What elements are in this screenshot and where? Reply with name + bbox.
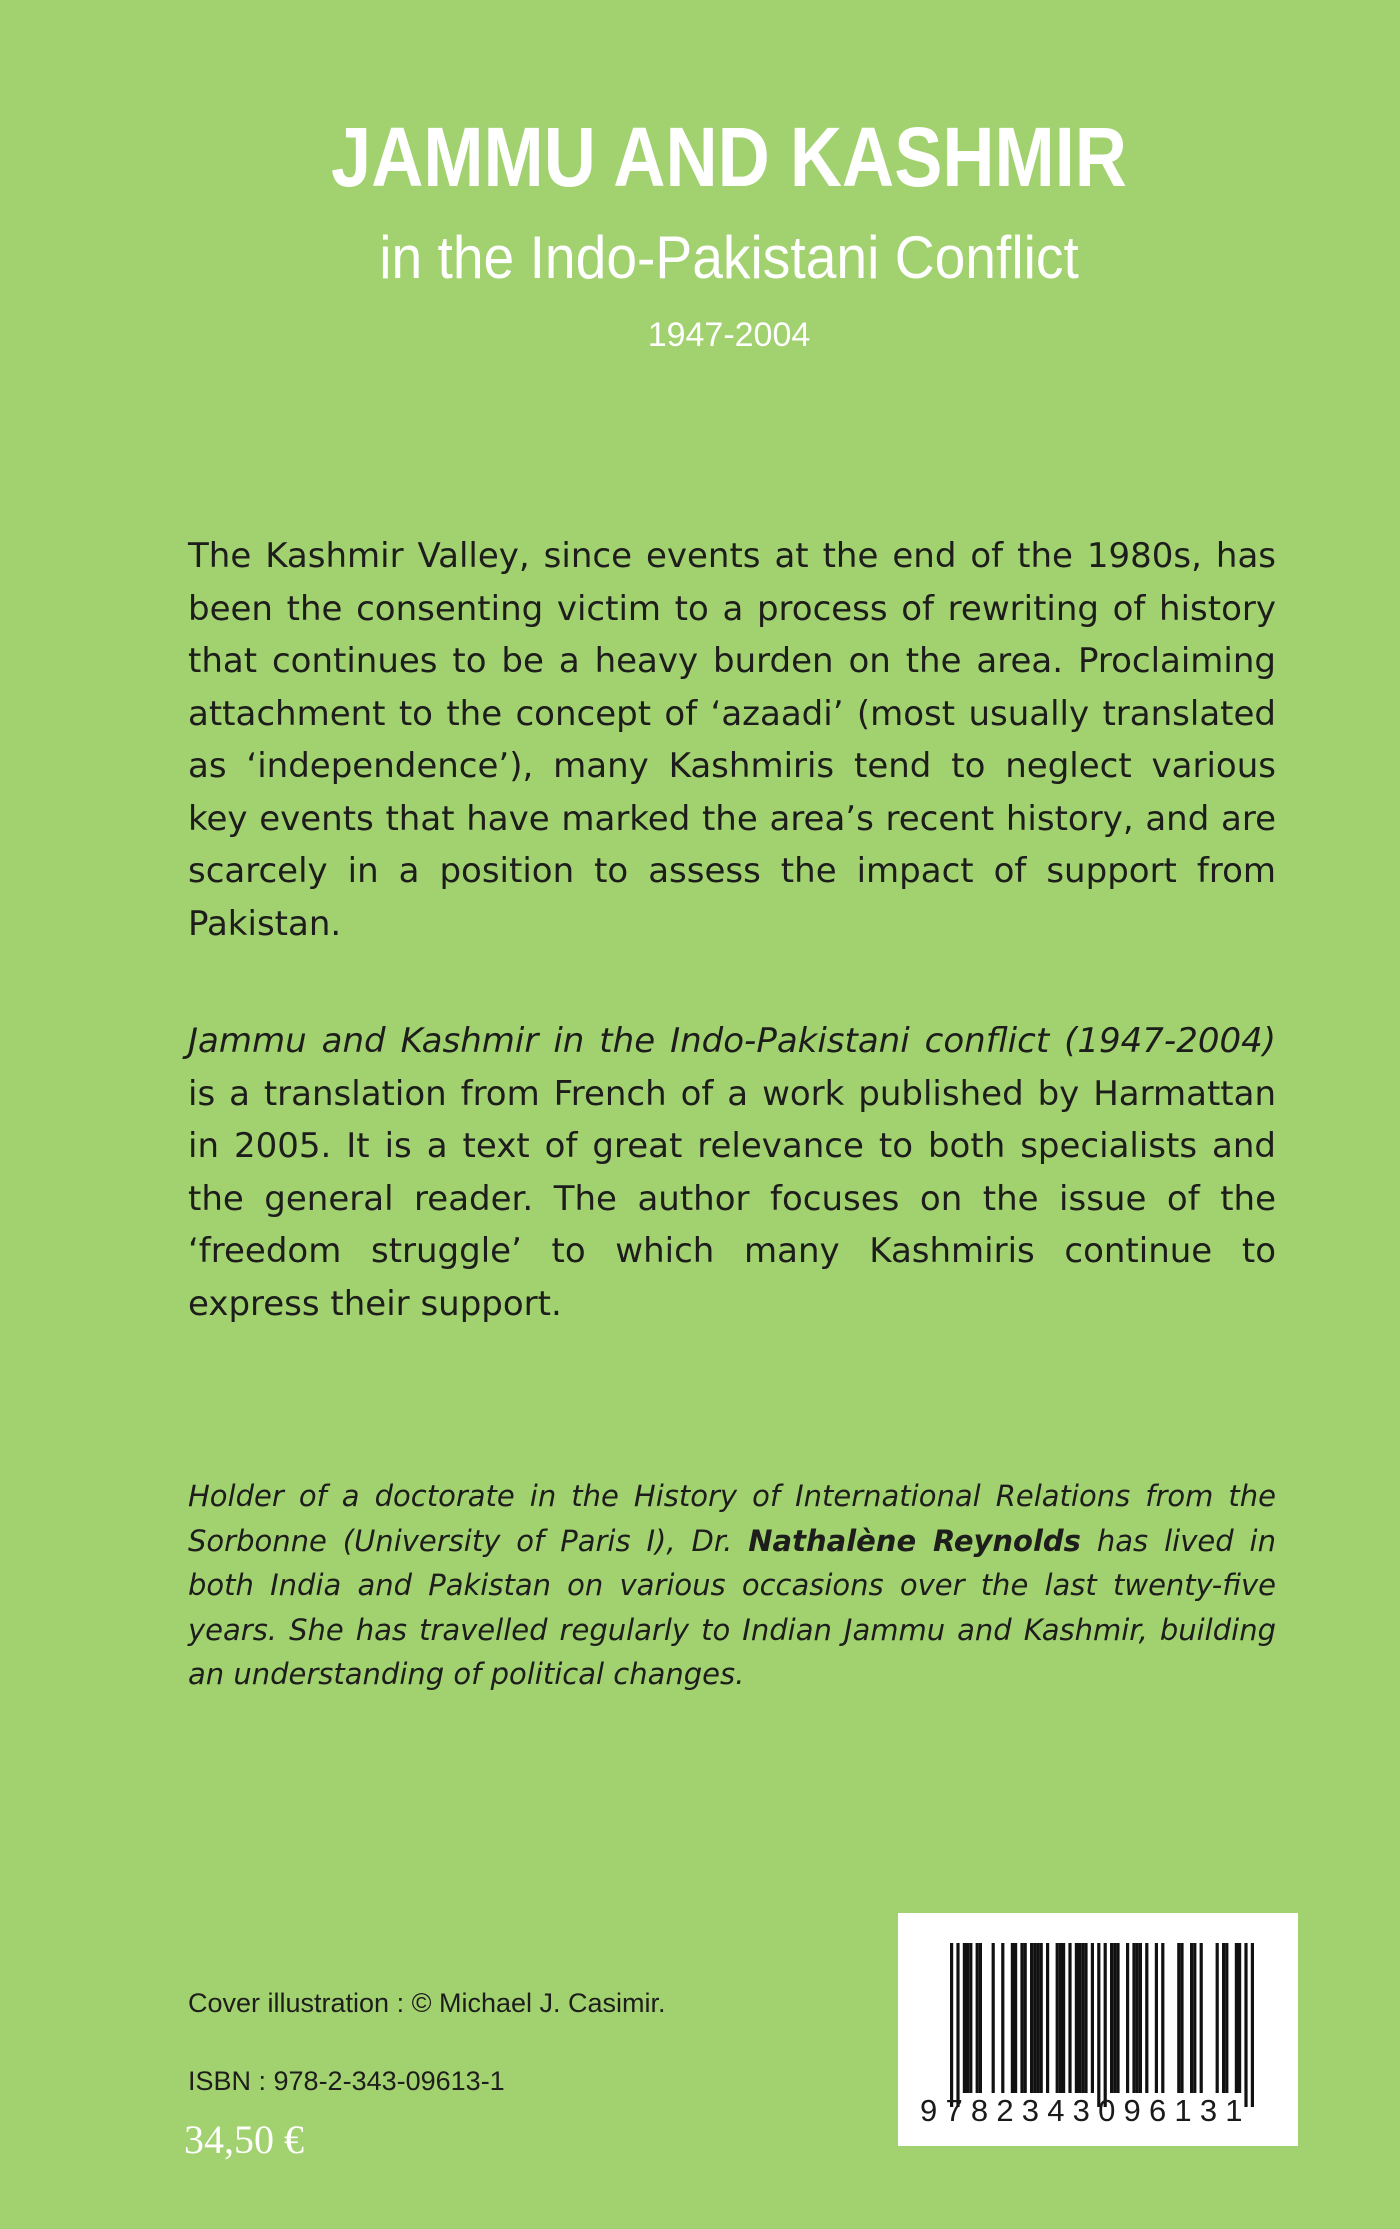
book-title: JAMMU AND KASHMIR bbox=[331, 110, 1127, 204]
book-years: 1947-2004 bbox=[647, 316, 811, 354]
barcode-digits: 9782343096131 bbox=[920, 2093, 1251, 2128]
barcode-bar bbox=[950, 1943, 953, 2107]
barcode-bar bbox=[1078, 1943, 1081, 2093]
barcode-bar bbox=[1036, 1943, 1039, 2093]
barcode-bar bbox=[1030, 1943, 1033, 2093]
barcode-bar bbox=[1190, 1943, 1193, 2093]
barcode-bar bbox=[1104, 1943, 1107, 2107]
barcode-bar bbox=[1068, 1943, 1071, 2093]
barcode-bar bbox=[1011, 1943, 1014, 2093]
barcode-bar bbox=[1110, 1943, 1113, 2093]
barcode-bar bbox=[1193, 1943, 1196, 2093]
barcode-bar bbox=[966, 1943, 969, 2093]
barcode-bar bbox=[979, 1943, 982, 2093]
book-subtitle: in the Indo-Pakistani Conflict bbox=[379, 224, 1079, 291]
barcode-bar bbox=[1180, 1943, 1183, 2093]
barcode-bar bbox=[1145, 1943, 1148, 2093]
barcode-bar bbox=[1216, 1943, 1219, 2093]
barcode-bar bbox=[1136, 1943, 1139, 2093]
barcode-bar bbox=[969, 1943, 972, 2093]
barcode-bar bbox=[1139, 1943, 1142, 2093]
barcode-bar bbox=[1251, 1943, 1254, 2107]
barcode-bar bbox=[976, 1943, 979, 2093]
barcode-bar bbox=[1177, 1943, 1180, 2093]
author-name: Nathalène Reynolds bbox=[748, 1523, 1081, 1558]
blurb-paragraph-2-text: is a translation from French of a work published by Harmattan in 2005. It is a text of great relevance to both specialists and the general reader. The author focuses on the issue of the ‘freedom struggle’ to which many Kashmiris continue to express their support. bbox=[188, 1073, 1276, 1324]
barcode bbox=[898, 1913, 1298, 2146]
barcode-bar bbox=[1075, 1943, 1078, 2093]
barcode-bar bbox=[1062, 1943, 1065, 2093]
isbn: ISBN : 978-2-343-09613-1 bbox=[188, 2066, 505, 2096]
barcode-bar bbox=[1132, 1943, 1135, 2093]
barcode-bar bbox=[1056, 1943, 1059, 2093]
barcode-bar bbox=[1059, 1943, 1062, 2093]
barcode-bar bbox=[956, 1943, 959, 2107]
price: 34,50 € bbox=[184, 2117, 304, 2162]
barcode-bar bbox=[1084, 1943, 1087, 2093]
barcode-bar bbox=[1222, 1943, 1225, 2093]
barcode-bar bbox=[1161, 1943, 1164, 2093]
barcode-bar bbox=[1113, 1943, 1116, 2093]
barcode-bar bbox=[1126, 1943, 1129, 2093]
author-bio-intro: Holder of a doctorate in the History of International Relations from the Sorbonne (University of Paris I), Dr. bbox=[188, 1479, 1276, 1558]
barcode-bar bbox=[1046, 1943, 1049, 2093]
barcode-bar bbox=[1024, 1943, 1027, 2093]
barcode-bar bbox=[1097, 1943, 1100, 2107]
blurb-paragraph-1: The Kashmir Valley, since events at the end of the 1980s, has been the consenting victim to a process of rewriting of history that continues to be a heavy burden on the area. Proclaiming attachment to the concept of ‘azaadi’ (most usually translated as ‘independence’), many Kashmiris tend to neglect various key events that have marked the area’s recent history, and are scarcely in a position to assess the impact of support from Pakistan. bbox=[188, 536, 1276, 944]
barcode-bar bbox=[1014, 1943, 1017, 2093]
barcode-bar bbox=[1020, 1943, 1023, 2093]
barcode-bar bbox=[1238, 1943, 1241, 2093]
cover-credit: Cover illustration : © Michael J. Casimir. bbox=[188, 1988, 666, 2018]
barcode-bar bbox=[1081, 1943, 1084, 2093]
barcode-bar bbox=[963, 1943, 966, 2093]
barcode-bar bbox=[1244, 1943, 1247, 2107]
author-bio-rest: has lived in both India and Pakistan on various occasions over the last twenty-five years. She has travelled regularly to Indian Jammu and Kashmir, building an understanding of political changes. bbox=[188, 1523, 1276, 1691]
barcode-bar bbox=[1040, 1943, 1043, 2093]
barcode-bar bbox=[1155, 1943, 1158, 2093]
barcode-bar bbox=[1235, 1943, 1238, 2093]
barcode-bar bbox=[1225, 1943, 1228, 2093]
barcode-bar bbox=[1116, 1943, 1119, 2093]
barcode-bar bbox=[1033, 1943, 1036, 2093]
barcode-bar bbox=[1200, 1943, 1203, 2093]
blurb-book-title: Jammu and Kashmir in the Indo-Pakistani conflict (1947-2004) bbox=[188, 1021, 1276, 1061]
blurb-paragraph-2 bbox=[188, 1015, 1276, 1330]
barcode-bar bbox=[1091, 1943, 1094, 2093]
barcode-bar bbox=[1001, 1943, 1004, 2093]
barcode-bar bbox=[992, 1943, 995, 2093]
author-bio bbox=[188, 1474, 1276, 1697]
